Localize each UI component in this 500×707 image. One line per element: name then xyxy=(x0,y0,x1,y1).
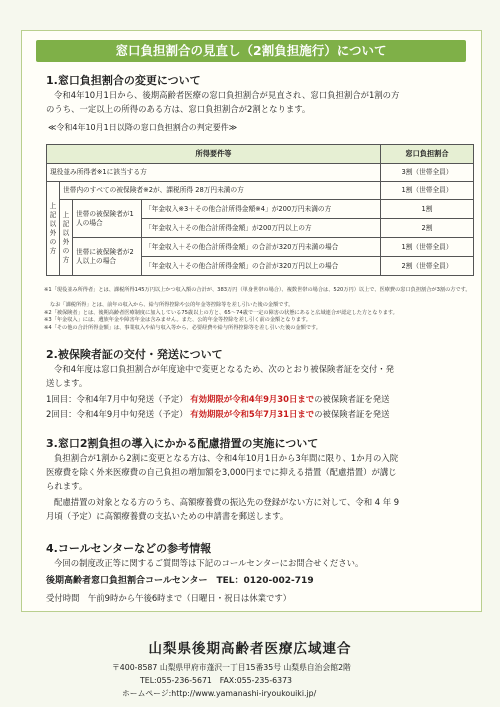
section2-heading: 2.被保険者証の交付・発送について xyxy=(46,348,223,361)
one-person-under200-rate: 1割 xyxy=(381,200,474,219)
table-header-rate: 窓口負担割合 xyxy=(381,145,474,164)
section2-text-line2: 送します。 xyxy=(46,378,88,388)
delivery-1-date: 1回目：令和4年7月中旬発送（予定） xyxy=(46,394,188,404)
table-header-requirement: 所得要件等 xyxy=(47,145,381,164)
row-genneki-label: 現役並み所得者※1に該当する方 xyxy=(47,164,381,182)
note-2: ※2「被保険者」とは、後期高齢者医療制度に加入している75歳以上の方と、65～74歳で一定の障害の状態にあると広域連合が認定した方となります。 xyxy=(44,309,398,316)
hours-label: 受付時間 xyxy=(46,593,80,603)
section4-heading: 4.コールセンターなどの参考情報 xyxy=(46,542,212,555)
footer-tel-fax: TEL:055-236-5671 FAX:055-235-6373 xyxy=(140,676,292,685)
delivery-row-2 xyxy=(46,407,389,421)
table-caption: ≪令和4年10月1日以降の窓口負担割合の判定要件≫ xyxy=(48,123,238,132)
section1-text-line1: 令和4年10月1日から、後期高齢者医療の窓口負担割合が見直され、窓口負担割合が1割の方 xyxy=(54,90,400,100)
one-person-over200: 「年金収入＋その他合計所得金額」が200万円以上の方 xyxy=(142,219,381,238)
delivery-1-suffix: の被保険者証を発送 xyxy=(314,394,390,404)
section3-heading: 3.窓口2割負担の導入にかかる配慮措置の実施について xyxy=(46,437,319,450)
section3-text-line3: られます。 xyxy=(46,481,88,491)
section3-text-line4: 配慮措置の対象となる方のうち、高額療養費の振込先の登録がない方に対して、令和 4 年 9 xyxy=(54,497,400,507)
section2-text-line1: 令和4年度は窓口負担割合が年度途中で変更となるため、次のとおり被保険者証を交付・発 xyxy=(54,364,394,374)
footer-website[interactable]: ホームページ:http://www.yamanashi-iryoukouiki.jp/ xyxy=(122,689,317,698)
section3-text-line5: 月頃（予定）に高額療養費の支払いための申請書を郵送します。 xyxy=(46,511,289,521)
delivery-1-validity: 有効期限が令和4年9月30日まで xyxy=(190,394,315,404)
delivery-row-1 xyxy=(46,392,389,406)
row-under28-rate: 1割（世帯全員） xyxy=(381,182,474,200)
one-person-under200: 「年金収入※3＋その他合計所得金額※4」が200万円未満の方 xyxy=(142,200,381,219)
note-1: ※1「現役並み所得者」とは、課税所得145万円以上かつ収入額の合計が、383万円（単身世帯の場合）、複数世帯の場合は、520万円）以上で、医療費の窓口負担割合が3割の方です。 xyxy=(44,287,471,293)
call-center-line: 後期高齢者窓口負担割合コールセンター TEL：0120-002-719 xyxy=(46,576,314,586)
page-title: 窓口負担割合の見直し（2割負担施行）について xyxy=(36,40,466,62)
outer-group-label: 上記以外の方 xyxy=(47,182,60,276)
section3-text-line1: 負担割合が1割から2割に変更となる方は、令和4年10月1日から3年間に限り、1か月の入院 xyxy=(54,453,399,463)
organization-name: 山梨県後期高齢者医療広域連合 xyxy=(148,641,352,657)
one-person-over200-rate: 2割 xyxy=(381,219,474,238)
section1-text-line2: のうち、一定以上の所得のある方は、窓口負担割合が2割となります。 xyxy=(46,104,311,114)
hours-text: 午前9時から午後6時まで（日曜日・祝日は休業です） xyxy=(87,593,292,603)
two-person-label: 世帯に被保険者が2人以上の場合 xyxy=(73,238,142,276)
two-person-under320-rate: 1割（世帯全員） xyxy=(381,238,474,257)
footer-address: 〒400-8587 山梨県甲府市蓬沢一丁目15番35号 山梨県自治会館2階 xyxy=(112,663,351,672)
two-person-over320-rate: 2割（世帯全員） xyxy=(381,257,474,276)
hours-line xyxy=(46,591,291,605)
one-person-label: 世帯の被保険者が1人の場合 xyxy=(73,200,142,238)
note-1b: なお「課税所得」とは、前年の収入から、給与所得控除や公的年金等控除等を差し引いた後の金額です。 xyxy=(50,302,294,308)
inner-group-label: 上記以外の方 xyxy=(60,200,73,276)
row-genneki-rate: 3割（世帯全員） xyxy=(381,164,474,182)
section3-text-line2: 医療費を除く外来医療費の自己負担の増加額を3,000円までに抑える措置（配慮措置）が講じ xyxy=(46,467,397,477)
section4-text-line1: 今回の制度改正等に関するご質問等は下記のコールセンターにお問合せください。 xyxy=(54,558,364,568)
two-person-over320: 「年金収入＋その他合計所得金額」の合計が320万円以上の場合 xyxy=(142,257,381,276)
delivery-2-validity: 有効期限が令和5年7月31日まで xyxy=(190,409,315,419)
delivery-2-suffix: の被保険者証を発送 xyxy=(314,409,390,419)
note-4: ※4「その他の合計所得金額」は、事業収入や給与収入等から、必要経費や給与所得控除等を差し引いた後の金額です。 xyxy=(44,324,321,331)
row-under28-label: 世帯内のすべての被保険者※2が、課税所得 28万円未満の方 xyxy=(60,182,381,200)
two-person-under320: 「年金収入＋その他合計所得金額」の合計が320万円未満の場合 xyxy=(142,238,381,257)
delivery-2-date: 2回目：令和4年9月中旬発送（予定） xyxy=(46,409,188,419)
note-3: ※3「年金収入」には、遺族年金や障害年金は含みません。また、公的年金等控除を差し引く前の金額となります。 xyxy=(44,317,311,323)
burden-ratio-table xyxy=(46,144,474,276)
section1-heading: 1.窓口負担割合の変更について xyxy=(46,74,201,87)
